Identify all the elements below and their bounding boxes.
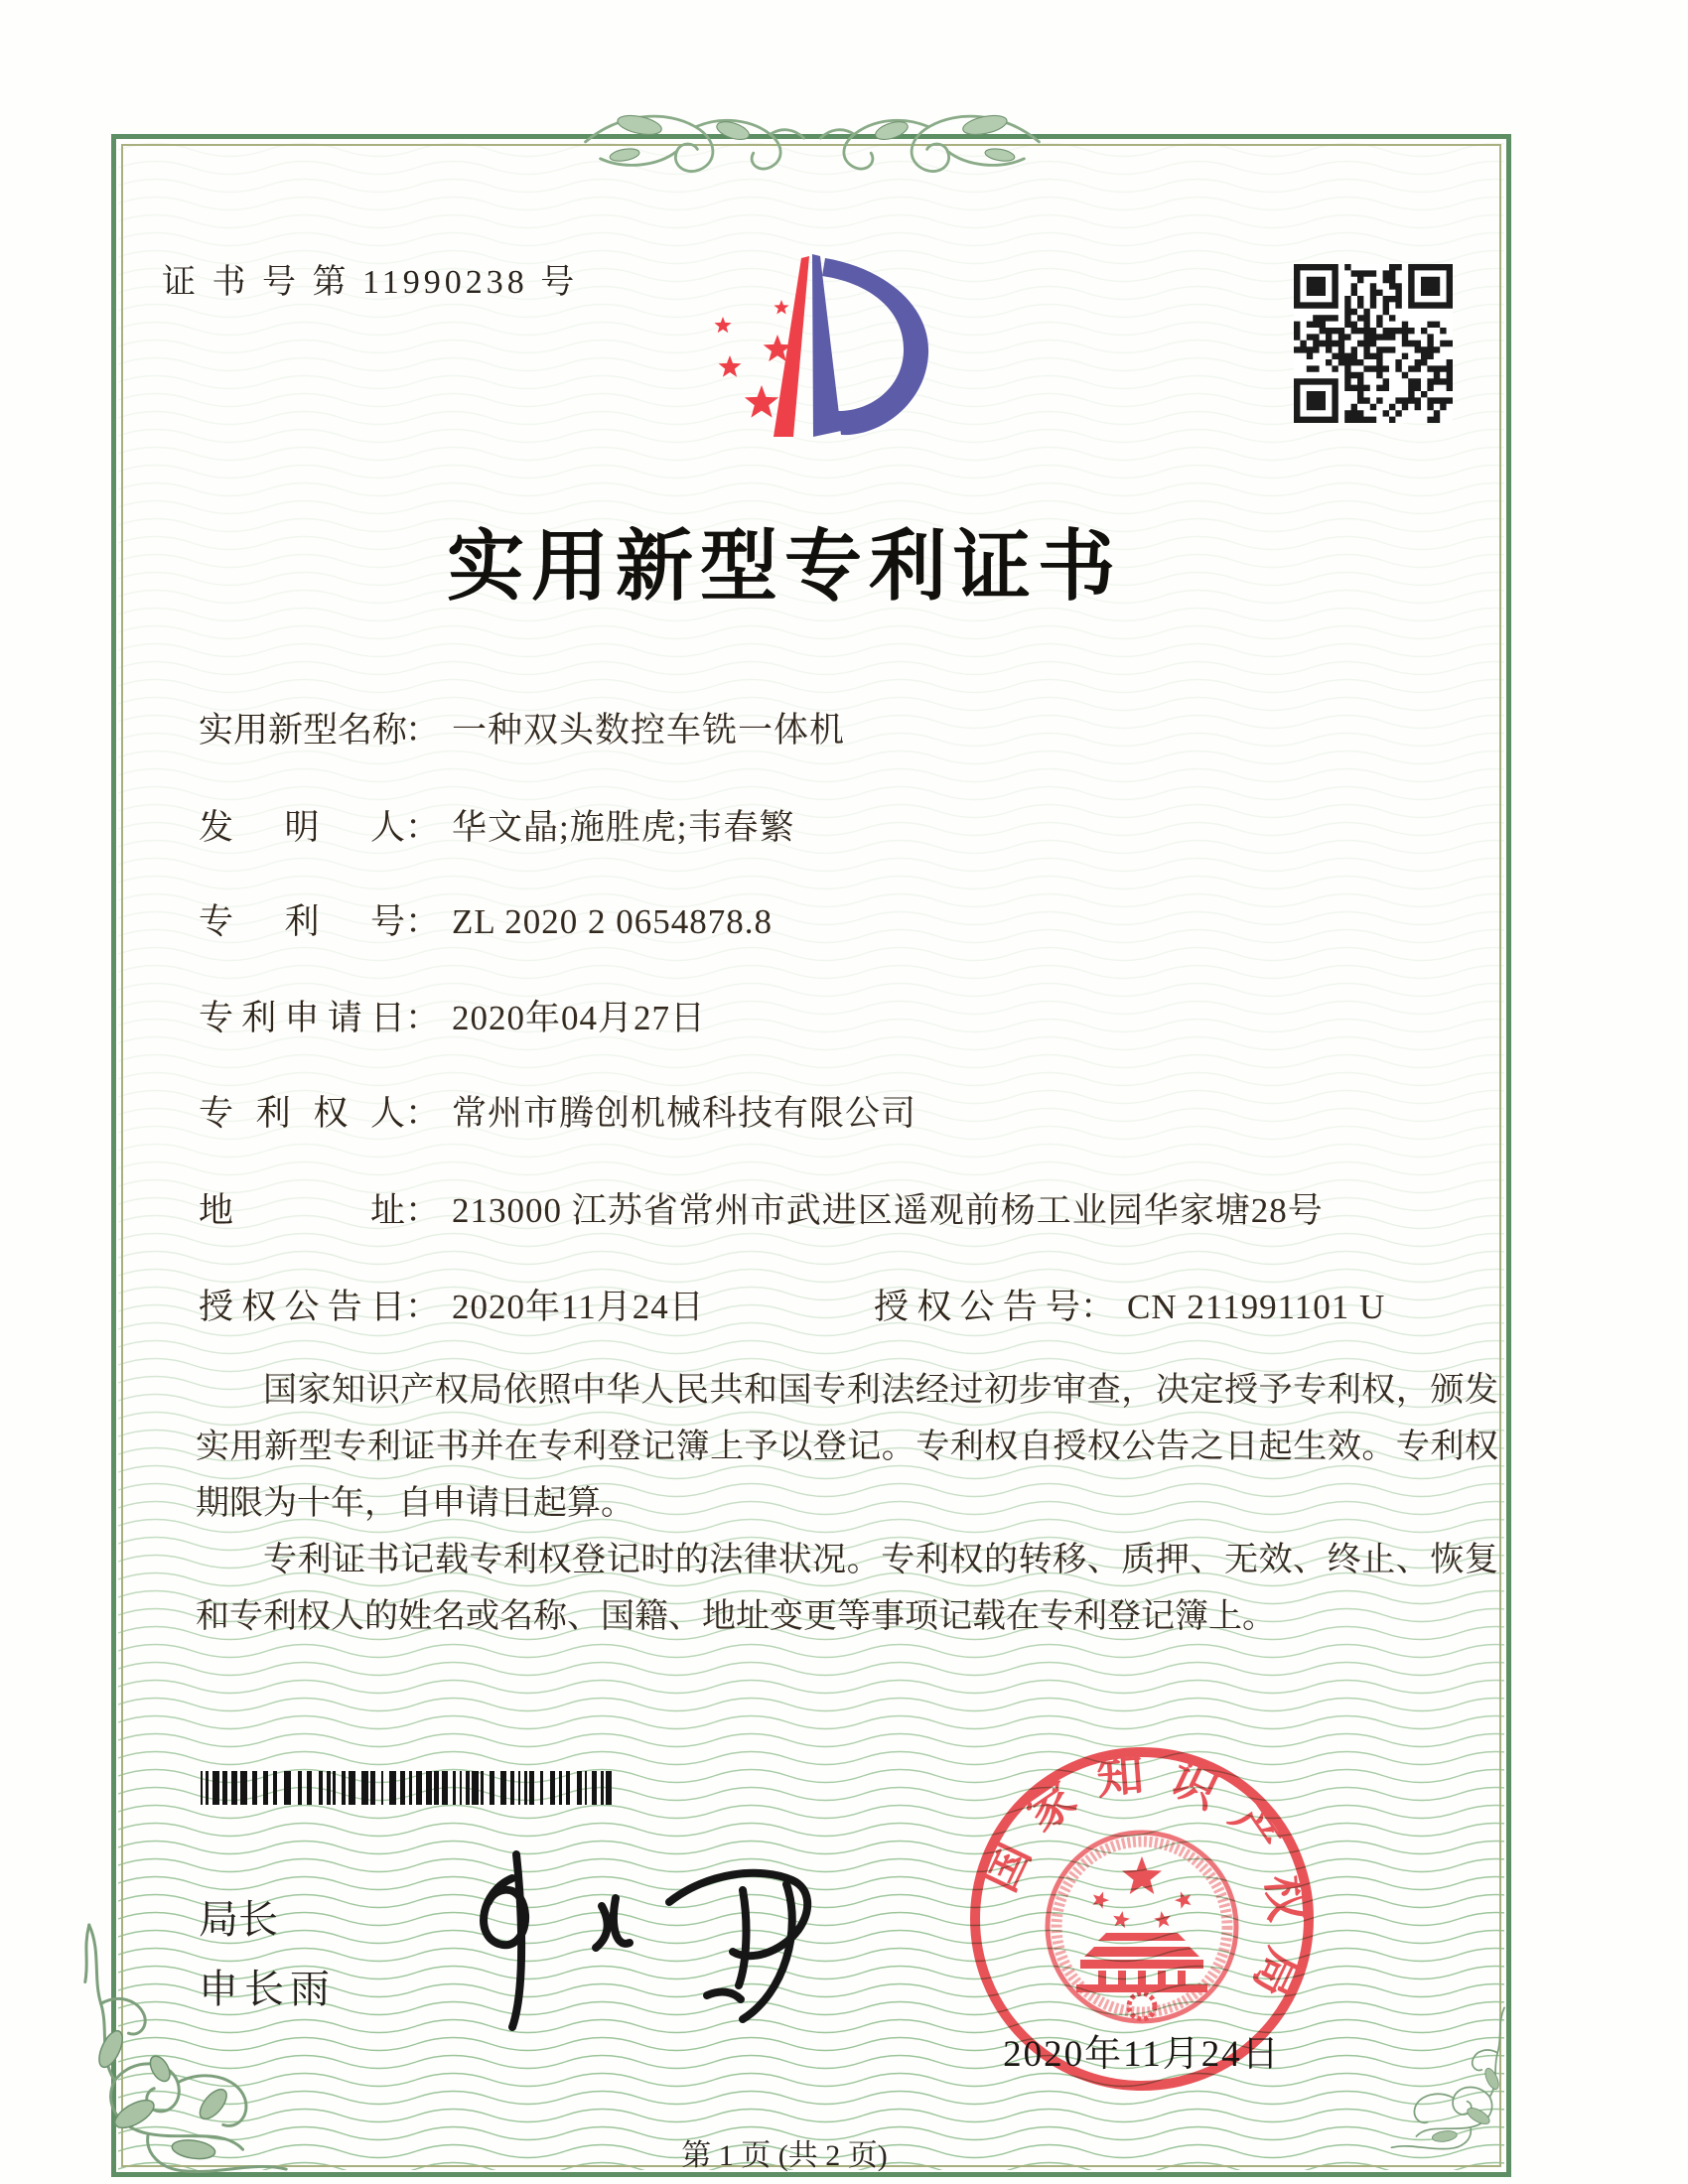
director-signature-image	[427, 1839, 824, 2052]
qr-code	[1294, 264, 1453, 423]
director-title: 局长	[199, 1897, 278, 1942]
field-value: CN 211991101 U	[1127, 1288, 1386, 1326]
director-name: 申长雨	[199, 1967, 336, 2011]
field-value: 2020年04月27日	[452, 999, 707, 1037]
page-number: 第 1 页 (共 2 页)	[681, 2139, 888, 2172]
grant-number-group: 授权公告号： CN 211991101 U	[874, 1280, 1385, 1329]
field-value: ZL 2020 2 0654878.8	[452, 902, 773, 941]
field-label: 专利号	[199, 902, 405, 941]
field-value: 一种双头数控车铣一体机	[452, 711, 846, 750]
field-label: 地址	[199, 1191, 405, 1230]
field-value: 213000 江苏省常州市武进区遥观前杨工业园华家塘28号	[452, 1191, 1324, 1230]
field-row-patentee: 专利权人： 常州市腾创机械科技有限公司	[199, 1086, 916, 1136]
legal-text	[196, 1362, 1498, 1645]
legal-paragraph-1: 国家知识产权局依照中华人民共和国专利法经过初步审查，决定授予专利权，颁发实用新型专利证书并在专利登记簿上予以登记。专利权自授权公告之日起生效。专利权期限为十年，自申请日起算。	[196, 1372, 1498, 1522]
cnipa-logo-icon	[690, 246, 933, 452]
certificate-number: 证 书 号 第 11990238 号	[162, 264, 579, 301]
field-row-grant: 授权公告日： 2020年11月24日 授权公告号： CN 211991101 U	[199, 1280, 705, 1329]
field-label: 授权公告日	[199, 1288, 405, 1326]
field-label: 发明人	[199, 808, 405, 847]
field-row-patent-no: 专利号： ZL 2020 2 0654878.8	[199, 894, 773, 944]
legal-paragraph-2: 专利证书记载专利权登记时的法律状况。专利权的转移、质押、无效、终止、恢复和专利权人的姓名或名称、国籍、地址变更等事项记载在专利登记簿上。	[196, 1542, 1498, 1635]
ornament-half-left	[579, 93, 812, 187]
field-label: 专利权人	[199, 1094, 405, 1133]
field-label: 授权公告号	[874, 1288, 1080, 1326]
field-row-address: 地址： 213000 江苏省常州市武进区遥观前杨工业园华家塘28号	[199, 1183, 1324, 1233]
field-value: 2020年11月24日	[452, 1288, 705, 1326]
field-label: 实用新型名称	[199, 711, 408, 750]
field-row-inventor: 发明人： 华文晶;施胜虎;韦春繁	[199, 800, 794, 850]
top-center-ornament	[579, 93, 1046, 187]
field-value: 常州市腾创机械科技有限公司	[452, 1094, 917, 1133]
field-row-filing-date: 专利申请日： 2020年04月27日	[199, 991, 706, 1040]
seal-ring-text: 国家知识产权局	[973, 1747, 1314, 2024]
page-title: 实用新型专利证书	[446, 523, 1122, 610]
barcode	[199, 1771, 616, 1805]
ornament-half-right	[812, 93, 1046, 187]
national-emblem	[1048, 1833, 1236, 2021]
field-label: 专利申请日	[199, 999, 405, 1037]
field-value: 华文晶;施胜虎;韦春繁	[452, 808, 795, 847]
seal-date: 2020年11月24日	[1003, 2034, 1281, 2075]
bottom-right-flourish	[1388, 1980, 1512, 2177]
field-row-name: 实用新型名称： 一种双头数控车铣一体机	[199, 703, 845, 752]
